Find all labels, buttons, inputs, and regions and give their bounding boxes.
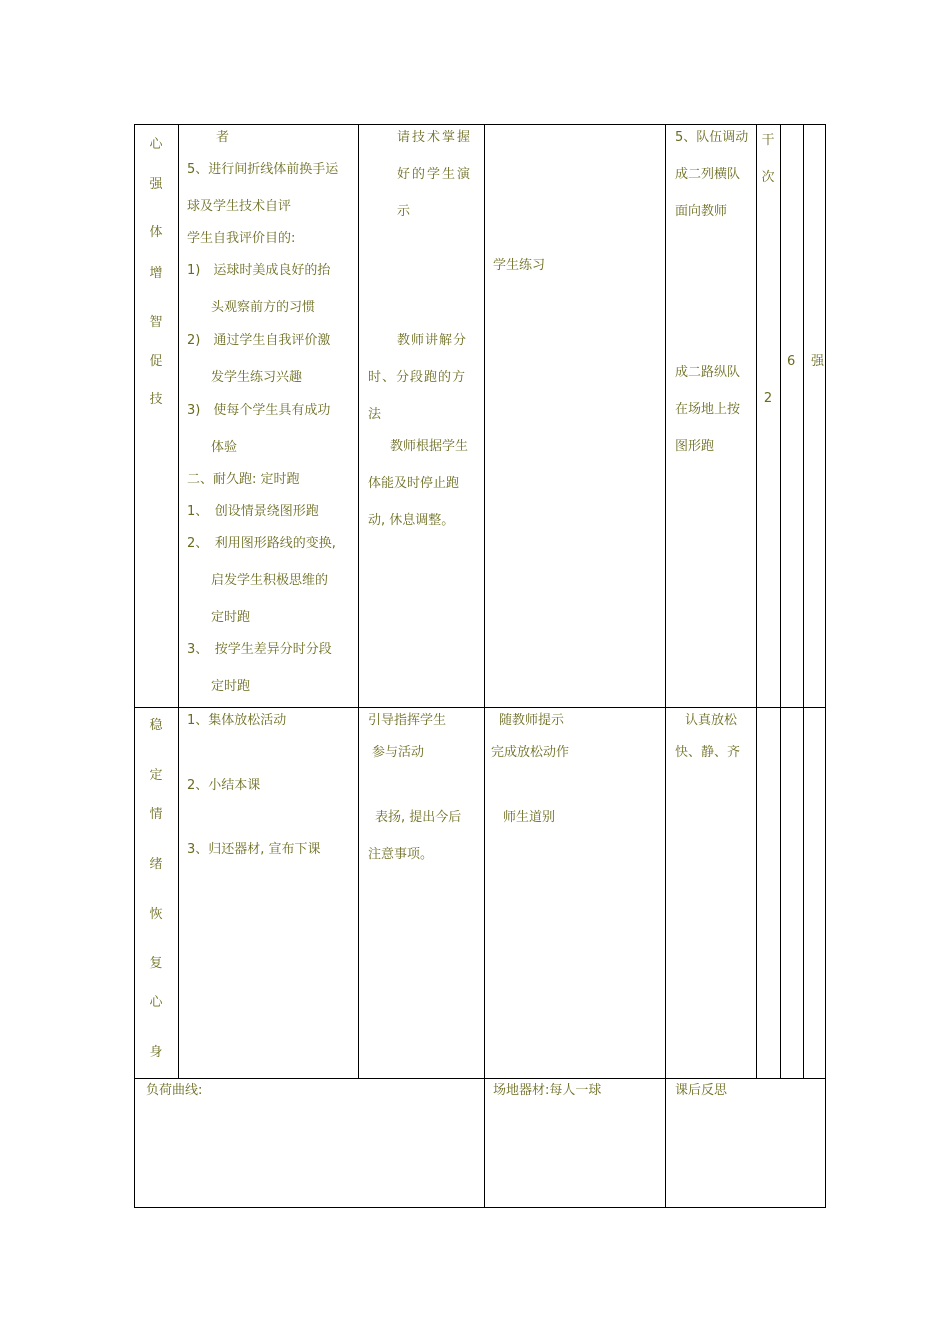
table-right-border bbox=[825, 124, 826, 1208]
org-line: 5、队伍调动 bbox=[675, 130, 749, 145]
content-line: 发学生练习兴趣 bbox=[211, 370, 303, 385]
content-line: 学生自我评价目的: bbox=[187, 231, 296, 246]
row-divider-2 bbox=[134, 1078, 826, 1079]
lesson-plan-page: 心 强 体 增 智 促 技 者 5、进行间折线体前换手运 球及学生技术自评 学生自我评价目的: 1) 运球时美成良好的抬 头观察前方的习惯 2) 通过学生自我评价激 发学生练习兴趣 3) 使每个学生具有成功 体验 二、耐久跑: 定时跑 1、 创设情景绕图形跑 2、 利用图形路线的变换, 启发学生积极思维的 定时跑 3、 按学生差异分时分段 定时跑 请技术掌握 好的学生演 示 教师讲解分 时、分段跑的方 法 教师根据学生 体能及时停止跑 动, 休息调整。 学生练习 5、队伍调动 成二列横队 面向教师 成二路纵队 在场地上按 图形跑 干 次 2 6 强 稳 定 情 绪 恢 复 心 身 1、集体放松活动 2、小结本课 3、归还器材, 宣布下课 引导指挥学生 参与活动 表扬, 提出今后 注意事项。 随教师提示 完成放松动作 师生道别 认真放松 快、静、齐 负荷曲线: 场地器材:每人一球 课后反思 bbox=[0, 0, 950, 1344]
col-divider-teacher bbox=[484, 124, 485, 1208]
content-line: 3、归还器材, 宣布下课 bbox=[187, 842, 321, 857]
student-line: 完成放松动作 bbox=[491, 745, 570, 760]
org-line: 快、静、齐 bbox=[675, 745, 741, 760]
col-divider-content bbox=[358, 124, 359, 1079]
org-line: 成二列横队 bbox=[675, 167, 741, 182]
col-divider-student bbox=[665, 124, 666, 1208]
teacher-line: 法 bbox=[368, 407, 382, 422]
content-line: 体验 bbox=[211, 440, 238, 455]
content-line: 者 bbox=[216, 130, 230, 145]
content-line: 1、集体放松活动 bbox=[187, 713, 287, 728]
org-line: 面向教师 bbox=[675, 204, 728, 219]
table-left-border bbox=[134, 124, 135, 1208]
content-line: 二、耐久跑: 定时跑 bbox=[187, 472, 300, 487]
teacher-line: 请技术掌握 bbox=[397, 130, 473, 145]
org-line: 认真放松 bbox=[685, 713, 738, 728]
table-top-border bbox=[134, 124, 826, 125]
content-line: 5、进行间折线体前换手运 bbox=[187, 162, 339, 177]
org-line: 图形跑 bbox=[675, 439, 715, 454]
teacher-line: 体能及时停止跑 bbox=[368, 476, 460, 491]
section-a-count: 6 bbox=[787, 354, 796, 369]
content-line: 3、 按学生差异分时分段 bbox=[187, 642, 332, 657]
content-line: 启发学生积极思维的 bbox=[211, 573, 329, 588]
table-bottom-border bbox=[134, 1207, 826, 1208]
col-divider-count bbox=[803, 124, 804, 1079]
content-line: 2) 通过学生自我评价激 bbox=[187, 333, 331, 348]
teacher-line: 示 bbox=[397, 204, 411, 219]
col-divider-time bbox=[780, 124, 781, 1079]
col-divider-org bbox=[756, 124, 757, 1079]
content-line: 球及学生技术自评 bbox=[187, 199, 292, 214]
content-line: 1) 运球时美成良好的抬 bbox=[187, 263, 331, 278]
content-line: 3) 使每个学生具有成功 bbox=[187, 403, 331, 418]
teacher-line: 时、分段跑的方 bbox=[368, 370, 467, 385]
col-divider-label bbox=[178, 124, 179, 1079]
content-line: 1、 创设情景绕图形跑 bbox=[187, 504, 319, 519]
teacher-line: 教师根据学生 bbox=[390, 439, 469, 454]
content-line: 2、小结本课 bbox=[187, 778, 261, 793]
section-a-student: 学生练习 bbox=[493, 258, 546, 273]
row-divider-1 bbox=[134, 707, 826, 708]
content-line: 2、 利用图形路线的变换, bbox=[187, 536, 336, 551]
teacher-line: 注意事项。 bbox=[368, 847, 434, 862]
section-a-intensity: 强 bbox=[811, 354, 825, 369]
equipment-label: 场地器材:每人一球 bbox=[493, 1083, 602, 1098]
teacher-line: 动, 休息调整。 bbox=[368, 513, 455, 528]
reflection-label: 课后反思 bbox=[675, 1083, 728, 1098]
student-line: 师生道别 bbox=[503, 810, 556, 825]
teacher-line: 参与活动 bbox=[372, 745, 425, 760]
teacher-line: 好的学生演 bbox=[397, 167, 473, 182]
org-line: 成二路纵队 bbox=[675, 365, 741, 380]
teacher-line: 教师讲解分 bbox=[397, 333, 468, 348]
content-line: 头观察前方的习惯 bbox=[211, 300, 316, 315]
content-line: 定时跑 bbox=[211, 679, 251, 694]
content-line: 定时跑 bbox=[211, 610, 251, 625]
student-line: 随教师提示 bbox=[499, 713, 565, 728]
teacher-line: 表扬, 提出今后 bbox=[375, 810, 462, 825]
teacher-line: 引导指挥学生 bbox=[368, 713, 447, 728]
load-curve-label: 负荷曲线: bbox=[146, 1083, 203, 1098]
org-line: 在场地上按 bbox=[675, 402, 741, 417]
